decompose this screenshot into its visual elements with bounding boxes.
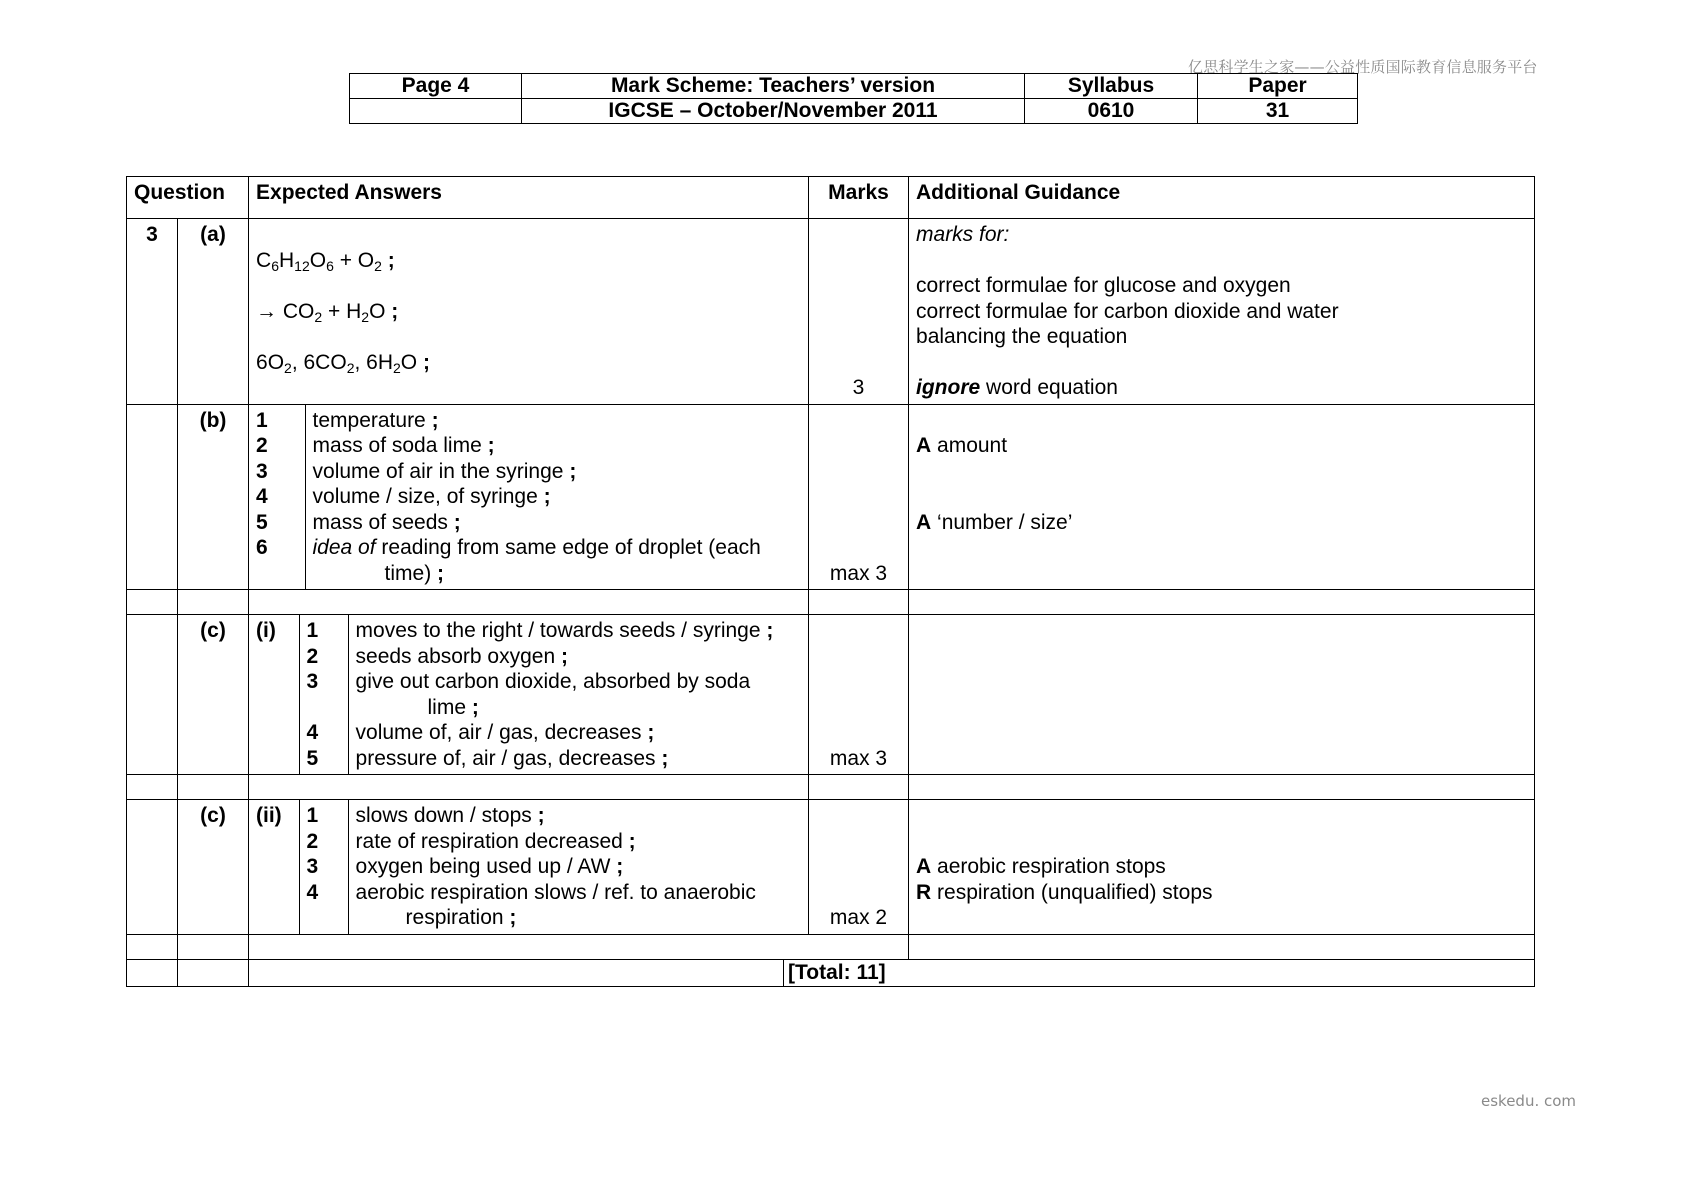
item-texts bbox=[348, 615, 808, 774]
subpart-label: (i) bbox=[256, 619, 276, 642]
answer-3a bbox=[249, 219, 809, 405]
list-item: pressure of, air / gas, decreases ; bbox=[355, 746, 669, 770]
list-item: slows down / stops ; bbox=[355, 804, 545, 827]
list-item-continuation: lime ; bbox=[427, 695, 479, 719]
col-marks: Marks bbox=[809, 177, 909, 219]
subpart-label: (ii) bbox=[256, 804, 282, 827]
item-numbers: 1 2 3 4 5 bbox=[299, 615, 348, 774]
list-item: moves to the right / towards seeds / syringe ; bbox=[355, 619, 774, 642]
guidance-line: correct formulae for carbon dioxide and water bbox=[916, 299, 1339, 323]
header-page: Page 4 bbox=[350, 74, 522, 99]
answer-3c-i bbox=[249, 615, 809, 775]
header-exam: IGCSE – October/November 2011 bbox=[522, 99, 1025, 124]
list-item: oxygen being used up / AW ; bbox=[355, 855, 624, 878]
question-number: 3 bbox=[127, 219, 178, 405]
equation-products: → $CO_2 + H_2O$ ; bbox=[256, 299, 399, 325]
marks-3b: max 3 bbox=[809, 404, 909, 590]
list-item: aerobic respiration slows / ref. to anaerobic bbox=[355, 880, 756, 904]
list-item: give out carbon dioxide, absorbed by soda bbox=[355, 670, 751, 693]
marks-3c-i: max 3 bbox=[809, 615, 909, 775]
guidance-line: R respiration (unqualified) stops bbox=[916, 880, 1213, 904]
list-item: volume / size, of syringe ; bbox=[312, 485, 551, 508]
guidance-3b bbox=[909, 404, 1535, 590]
header-syllabus-code: 0610 bbox=[1025, 99, 1198, 124]
guidance-3c-i bbox=[909, 615, 1535, 775]
watermark-bottom: eskedu. com bbox=[1481, 1092, 1577, 1110]
marks-3a: 3 bbox=[809, 219, 909, 405]
watermark-top: 亿思科学生之家——公益性质国际教育信息服务平台 bbox=[1188, 58, 1538, 76]
answer-3c-ii bbox=[249, 800, 809, 935]
list-item: seeds absorb oxygen ; bbox=[355, 644, 568, 668]
guidance-line: balancing the equation bbox=[916, 325, 1128, 348]
guidance-line: A amount bbox=[916, 434, 1008, 457]
header-syllabus-label: Syllabus bbox=[1025, 74, 1198, 99]
header-paper-label: Paper bbox=[1198, 74, 1358, 99]
row-3c-ii bbox=[127, 800, 1535, 935]
item-numbers: 1 2 3 4 5 6 bbox=[249, 405, 305, 590]
spacer-row bbox=[127, 590, 1535, 615]
guidance-heading: marks for: bbox=[916, 223, 1010, 246]
marks-3c-ii: max 2 bbox=[809, 800, 909, 935]
part-label: (c) bbox=[178, 615, 249, 775]
guidance-3a bbox=[909, 219, 1535, 405]
guidance-ignore: ignore word equation bbox=[916, 376, 1118, 399]
equation-balancing: $6O_2$, $6CO_2$, $6H_2O$ ; bbox=[256, 350, 430, 376]
answer-3b bbox=[249, 404, 809, 590]
part-label: (b) bbox=[178, 404, 249, 590]
equation-reactants: $C_6H_{12}O_6 + O_2$ ; bbox=[256, 248, 395, 274]
guidance-line: A aerobic respiration stops bbox=[916, 855, 1166, 878]
guidance-line: correct formulae for glucose and oxygen bbox=[916, 274, 1291, 297]
item-texts bbox=[305, 405, 808, 590]
spacer-row bbox=[127, 934, 1535, 959]
list-item: mass of seeds ; bbox=[312, 510, 461, 534]
list-item: idea of reading from same edge of droplet (each bbox=[312, 536, 761, 559]
header-empty-cell bbox=[350, 99, 522, 124]
list-item: mass of soda lime ; bbox=[312, 434, 495, 457]
item-texts bbox=[348, 800, 808, 934]
page-header-table bbox=[349, 73, 1358, 124]
row-3a bbox=[127, 219, 1535, 405]
guidance-3c-ii bbox=[909, 800, 1535, 935]
list-item: volume of, air / gas, decreases ; bbox=[355, 721, 655, 744]
part-label: (a) bbox=[178, 219, 249, 405]
list-item-continuation: respiration ; bbox=[405, 906, 517, 929]
col-question: Question bbox=[127, 177, 249, 219]
column-header-row bbox=[127, 177, 1535, 219]
guidance-line: A ‘number / size’ bbox=[916, 510, 1073, 534]
row-3b bbox=[127, 404, 1535, 590]
mark-scheme-table bbox=[126, 176, 1535, 987]
header-paper-number: 31 bbox=[1198, 99, 1358, 124]
row-3c-i bbox=[127, 615, 1535, 775]
item-numbers: 1 2 3 4 bbox=[299, 800, 348, 934]
list-item: temperature ; bbox=[312, 408, 439, 432]
list-item: volume of air in the syringe ; bbox=[312, 459, 577, 483]
col-expected-answers: Expected Answers bbox=[249, 177, 809, 219]
list-item: rate of respiration decreased ; bbox=[355, 829, 636, 853]
spacer-row bbox=[127, 775, 1535, 800]
part-label: (c) bbox=[178, 800, 249, 935]
list-item-continuation: time) ; bbox=[384, 561, 445, 585]
header-title: Mark Scheme: Teachers’ version bbox=[522, 74, 1025, 99]
col-additional-guidance: Additional Guidance bbox=[909, 177, 1535, 219]
total-row bbox=[127, 959, 1535, 986]
total-marks: [Total: 11] bbox=[783, 960, 890, 986]
